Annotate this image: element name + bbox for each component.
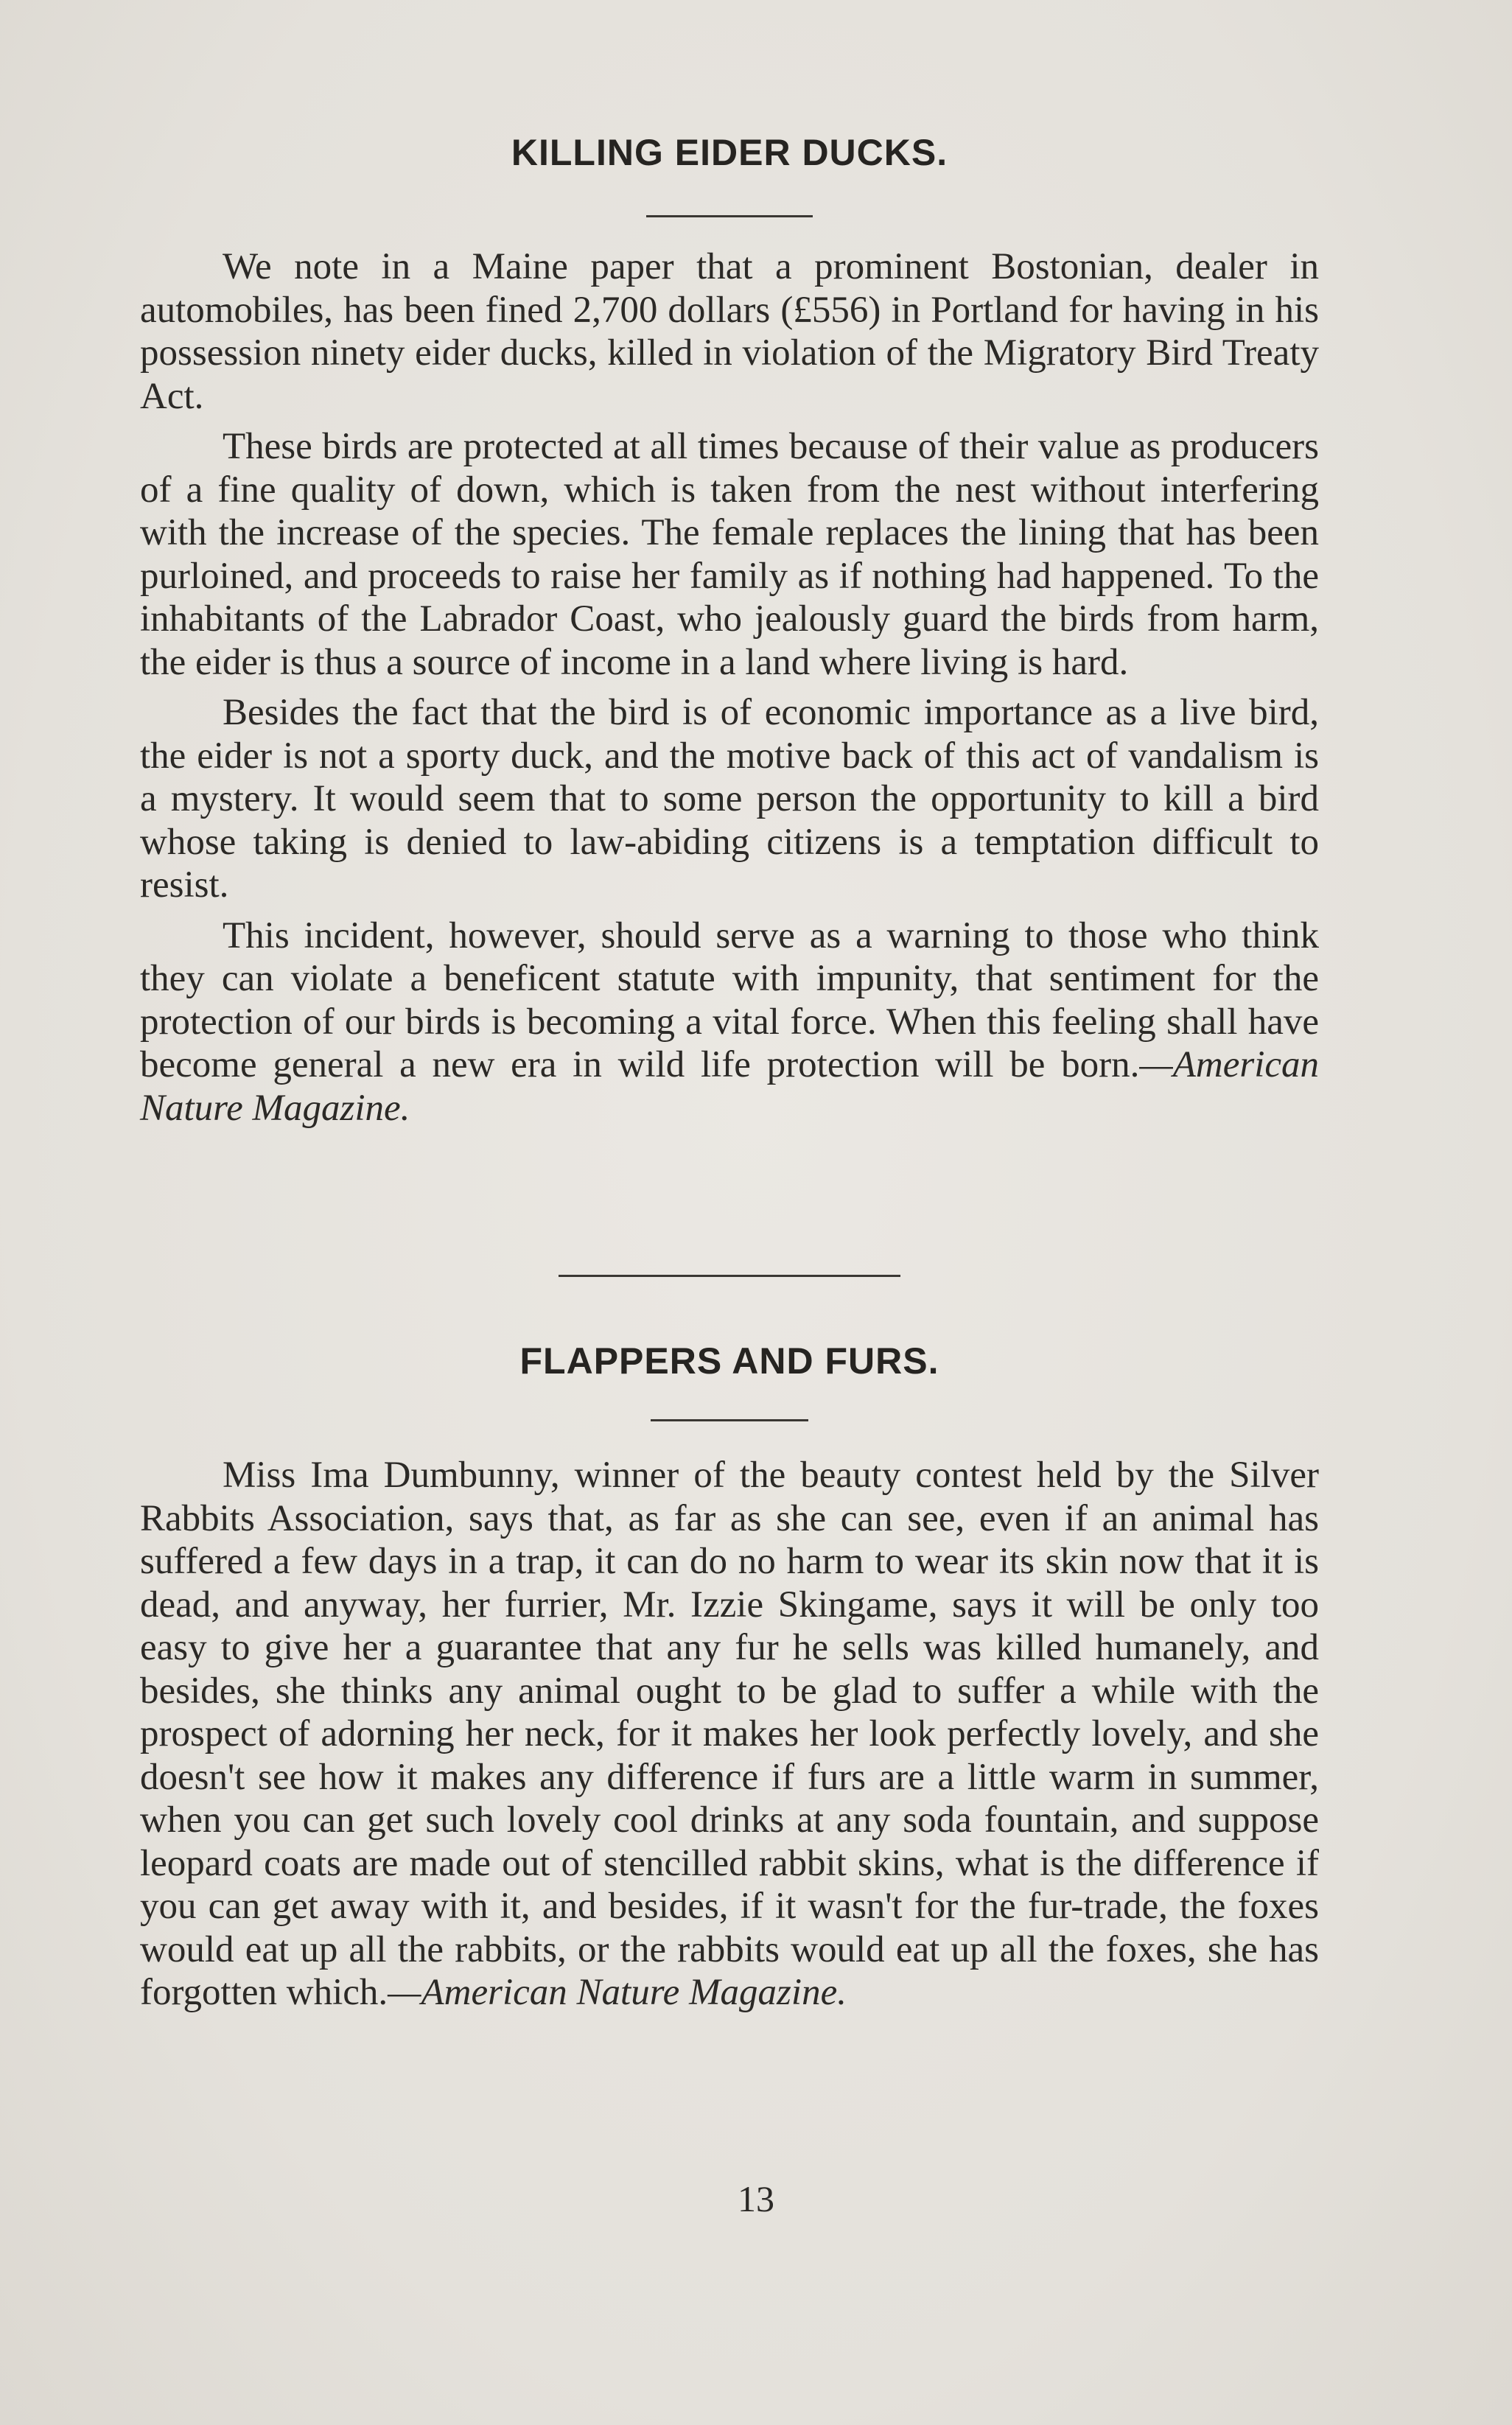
article-title: FLAPPERS AND FURS. — [519, 1340, 939, 1382]
page-number: 13 — [738, 2178, 774, 2219]
title-divider — [651, 1419, 808, 1421]
title-divider — [646, 215, 813, 217]
paragraph — [140, 1454, 1319, 2015]
paragraph — [140, 914, 1319, 1130]
article-killing-eider-ducks — [140, 131, 1319, 1130]
paragraph: These birds are protected at all times because of their value as producers of a fine quality of down, which is taken from the nest without interfering with the increase of the species. The female replaces the lining that has been purloined, and proceeds to raise her family as if nothing had happened. To the inhabitants of the Labrador Coast, who jealously guard the birds from harm, the eider is thus a source of income in a land where living is hard. — [140, 426, 1319, 683]
article-flappers-and-furs — [140, 1340, 1319, 2015]
source-citation: —American Nature Magazine. — [140, 1044, 1319, 1129]
source-citation: —American Nature Magazine. — [388, 1972, 847, 2013]
paragraph-text: This incident, however, should serve as a warning to those who think they can violate a beneficent statute with impunity, that sentiment for the protection of our birds is becoming a vital force. When this feeling shall have become general a new era in wild life protection will be born. — [140, 914, 1319, 1085]
paragraph: Besides the fact that the bird is of economic importance as a live bird, the eider is not a sporty duck, and the motive back of this act of vandalism is a mystery. It would seem that to some person the opportunity to kill a bird whose taking is denied to law-abiding citizens is a temptation difficult to resist. — [140, 692, 1319, 906]
paragraph: We note in a Maine paper that a prominent Bostonian, dealer in automobiles, has been fined 2,700 dollars (£556) in Portland for having in his possession ninety eider ducks, killed in violation of the Migratory Bird Treaty Act. — [140, 246, 1319, 417]
paragraph-text: Miss Ima Dumbunny, winner of the beauty contest held by the Silver Rabbits Association, says that, as far as she can see, even if an animal has suffered a few days in a trap, it can do no harm to wear its skin now that it is dead, and anyway, her furrier, Mr. Izzie Skingame, says it will be only too easy to give her a guarantee that any fur he sells was killed humanely, and besides, she thinks any animal ought to be glad to suffer a while with the prospect of adorning her neck, for it makes her look perfectly lovely, and she doesn't see how it makes any difference if furs are a little warm in summer, when you can get such lovely cool drinks at any soda fountain, and suppose leopard coats are made out of stencilled rabbit skins, what is the difference if you can get away with it, and besides, if it wasn't for the fur-trade, the foxes would eat up all the rabbits, or the rabbits would eat up all the foxes, she has forgotten which. — [140, 1455, 1319, 2013]
section-divider — [559, 1275, 900, 1277]
article-title: KILLING EIDER DUCKS. — [511, 132, 948, 173]
